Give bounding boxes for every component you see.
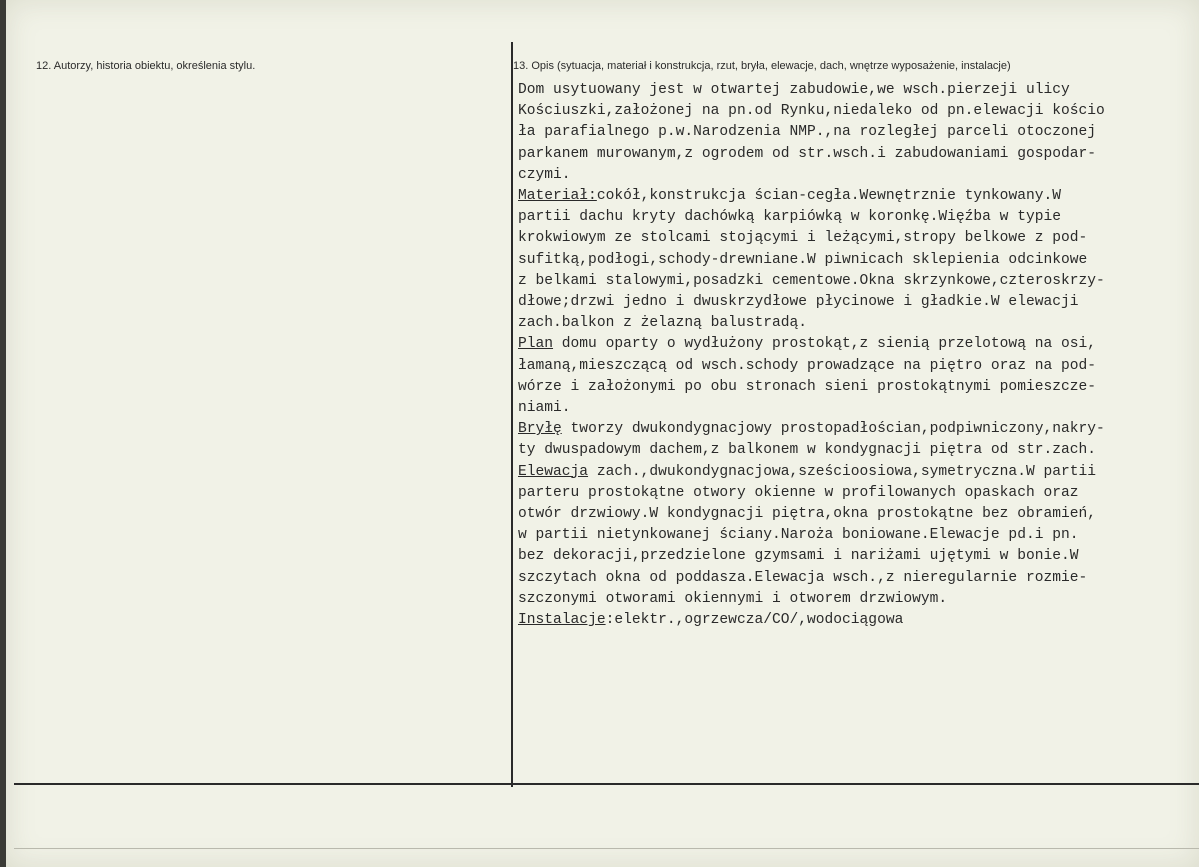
bryla-label: Bryłę (518, 421, 562, 438)
text-line: otwór drzwiowy.W kondygnacji piętra,okna prostokątne bez obramień, (518, 506, 1097, 523)
text-line: Dom usytuowany jest w otwartej zabudowie,we wsch.pierzeji ulicy (518, 82, 1070, 98)
text-line: szczonymi otworami okiennymi i otworem drzwiowym. (518, 590, 948, 607)
plan-text: domu oparty o wydłużony prostokąt,z sienią przelotową na osi, (553, 336, 1097, 353)
text-line: łamaną,mieszczącą od wsch.schody prowadzące na piętro oraz na pod- (518, 357, 1097, 374)
text-line: zach.balkon z żelazną balustradą. (518, 315, 808, 332)
text-line: bez dekoracji,przedzielone gzymsami i nariżami ujętymi w bonie.W (518, 548, 1079, 565)
text-line (518, 462, 1198, 483)
column-divider (511, 42, 513, 787)
elewacja-text: zach.,dwukondygnacjowa,sześcioosiowa,symetryczna.W partii (588, 463, 1097, 480)
instalacje-text: :elektr.,ogrzewcza/CO/,wodociągowa (605, 612, 904, 629)
bottom-rule (14, 783, 1199, 785)
text-line: parteru prostokątne otwory okienne w profilowanych opaskach oraz (518, 484, 1079, 501)
bottom-rule-faint (14, 848, 1199, 849)
text-line: w partii nietynkowanej ściany.Naroża boniowane.Elewacje pd.i pn. (518, 527, 1079, 544)
text-line: szczytach okna od poddasza.Elewacja wsch.,z nieregularnie rozmie- (518, 569, 1088, 586)
plan-label: Plan (518, 336, 554, 353)
material-text: cokół,konstrukcja ścian-cegła.Wewnętrznie tynkowany.W (596, 188, 1061, 205)
text-line: krokwiowym ze stolcami stojącymi i leżącymi,stropy belkowe z pod- (518, 230, 1088, 247)
text-line (518, 186, 1198, 207)
text-line: z belkami stalowymi,posadzki cementowe.Okna skrzynkowe,czteroskrzy- (518, 272, 1105, 289)
text-line: ty dwuspadowym dachem,z balkonem w kondygnacji piętra od str.zach. (518, 442, 1097, 459)
material-label: Materiał: (518, 188, 597, 205)
section-13-heading: 13. Opis (sytuacja, materiał i konstrukcja, rzut, bryła, elewacje, dach, wnętrze wyposażenie, instalacje) (513, 60, 1011, 72)
text-line: partii dachu kryty dachówką karpiówką w koronkę.Więźba w typie (518, 209, 1061, 226)
instalacje-label: Instalacje (518, 612, 606, 629)
document-sheet (6, 0, 1199, 867)
text-line: wórze i założonymi po obu stronach sieni prostokątnymi pomieszcze- (518, 378, 1097, 395)
bryla-text: tworzy dwukondygnacjowy prostopadłościan,podpiwniczony,nakry- (561, 421, 1105, 438)
text-line (518, 610, 1198, 631)
text-line: parkanem murowanym,z ogrodem od str.wsch.i zabudowaniami gospodar- (518, 145, 1097, 162)
section-12-heading: 12. Autorzy, historia obiektu, określenia stylu. (36, 60, 256, 72)
text-line (518, 419, 1198, 440)
elewacja-label: Elewacja (518, 463, 589, 480)
text-line: ła parafialnego p.w.Narodzenia NMP.,na rozległej parceli otoczonej (518, 124, 1097, 141)
text-line: czymi. (518, 166, 571, 183)
text-line (518, 334, 1198, 355)
description-text (518, 80, 1198, 631)
text-line: Kościuszki,założonej na pn.od Rynku,niedaleko od pn.elewacji kościo (518, 103, 1105, 120)
text-line: niami. (518, 400, 571, 417)
text-line: sufitką,podłogi,schody-drewniane.W piwnicach sklepienia odcinkowe (518, 251, 1088, 268)
text-line: dłowe;drzwi jedno i dwuskrzydłowe płycinowe i gładkie.W elewacji (518, 294, 1079, 311)
